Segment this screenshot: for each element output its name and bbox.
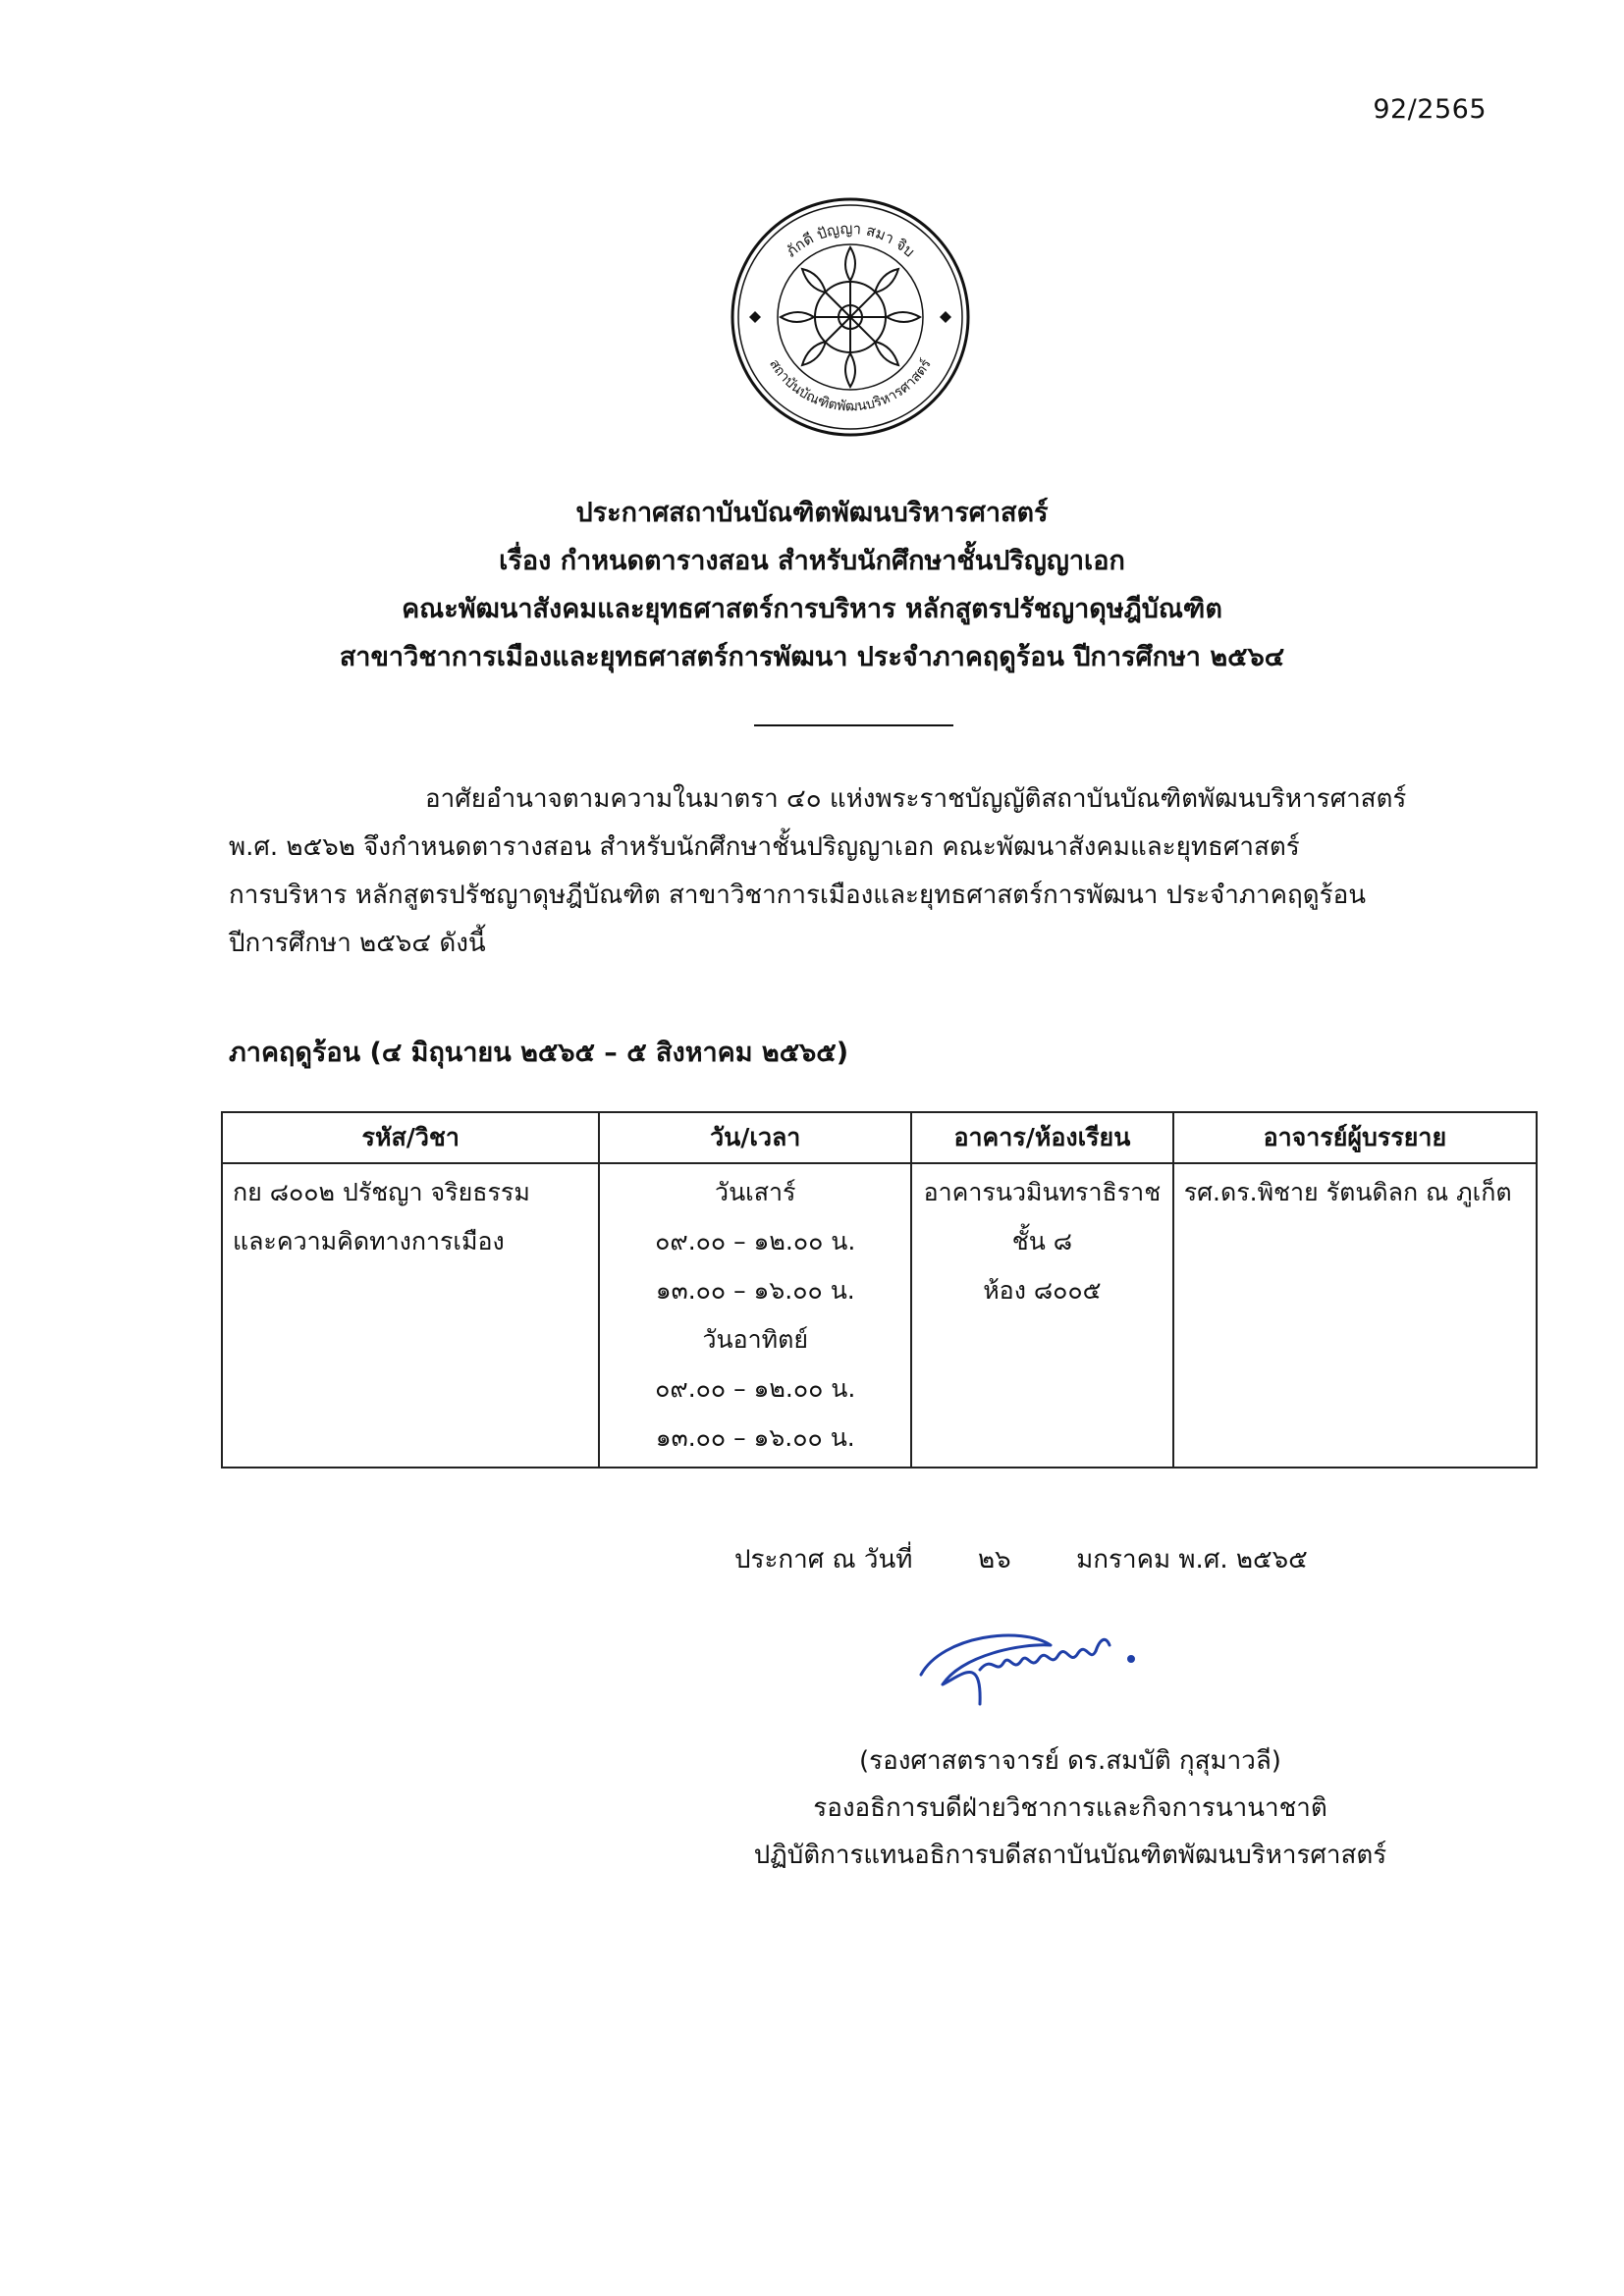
table-row [222, 1163, 1537, 1468]
saturday-slot-2: ๑๓.๐๐ – ๑๖.๐๐ น. [655, 1276, 855, 1305]
day-saturday: วันเสาร์ [715, 1178, 796, 1206]
header-lecturer: อาจารย์ผู้บรรยาย [1173, 1112, 1537, 1163]
title-line-2: เรื่อง กำหนดตารางสอน สำหรับนักศึกษาชั้นปริญญาเอก [499, 546, 1125, 576]
body-line-3: การบริหาร หลักสูตรปรัชญาดุษฎีบัณฑิต สาขาวิชาการเมืองและยุทธศาสตร์การพัฒนา ประจำภาคฤดูร้อน [229, 881, 1366, 910]
header-room: อาคาร/ห้องเรียน [911, 1112, 1173, 1163]
title-line-1: ประกาศสถาบันบัณฑิตพัฒนบริหารศาสตร์ [575, 498, 1049, 528]
title-line-4: สาขาวิชาการเมืองและยุทธศาสตร์การพัฒนา ประจำภาคฤดูร้อน ปีการศึกษา ๒๕๖๔ [339, 642, 1285, 672]
day-sunday: วันอาทิตย์ [702, 1325, 809, 1354]
course-name-line: และความคิดทางการเมือง [233, 1227, 505, 1255]
cell-lecturer [1173, 1163, 1537, 1468]
announcement-date [734, 1539, 1308, 1579]
seal-motto: ภักดี ปัญญา สมา จิบ [782, 219, 919, 261]
svg-text:ภักดี ปัญญา สมา จิบ [783, 220, 918, 261]
title-divider [754, 724, 953, 726]
signer-position-2: ปฏิบัติการแทนอธิการบดีสถาบันบัณฑิตพัฒนบริหารศาสตร์ [753, 1841, 1387, 1870]
handwritten-signature-icon [903, 1616, 1159, 1724]
sunday-slot-2: ๑๓.๐๐ – ๑๖.๐๐ น. [655, 1423, 855, 1452]
announcement-body [229, 775, 1476, 968]
sunday-slot-1: ๐๙.๐๐ – ๑๒.๐๐ น. [655, 1374, 856, 1403]
document-number: 92/2565 [1373, 94, 1487, 125]
cell-course [222, 1163, 599, 1468]
header-code: รหัส/วิชา [222, 1112, 599, 1163]
signer-name: (รองศาสตราจารย์ ดร.สมบัติ กุสุมาวลี) [859, 1746, 1281, 1776]
announcement-title [0, 489, 1624, 681]
body-line-1: อาศัยอำนาจตามความในมาตรา ๔๐ แห่งพระราชบัญญัติสถาบันบัณฑิตพัฒนบริหารศาสตร์ [425, 784, 1407, 814]
header-time: วัน/เวลา [599, 1112, 911, 1163]
course-code-line: กย ๘๐๐๒ ปรัชญา จริยธรรม [233, 1178, 530, 1206]
room-number: ห้อง ๘๐๐๕ [983, 1276, 1102, 1305]
floor: ชั้น ๘ [1011, 1227, 1073, 1255]
building-name: อาคารนวมินทราธิราช [923, 1178, 1162, 1206]
title-line-3: คณะพัฒนาสังคมและยุทธศาสตร์การบริหาร หลักสูตรปรัชญาดุษฎีบัณฑิต [402, 594, 1222, 624]
schedule-table [221, 1111, 1538, 1468]
body-line-2: พ.ศ. ๒๕๖๒ จึงกำหนดตารางสอน สำหรับนักศึกษาชั้นปริญญาเอก คณะพัฒนาสังคมและยุทธศาสตร์ [229, 832, 1300, 862]
lecturer-name: รศ.ดร.พิชาย รัตนดิลก ณ ภูเก็ต [1183, 1178, 1512, 1206]
signer-position-1: รองอธิการบดีฝ่ายวิชาการและกิจการนานาชาติ [813, 1793, 1327, 1823]
institution-seal-icon [730, 196, 971, 438]
date-prefix: ประกาศ ณ วันที่ [734, 1545, 913, 1575]
cell-schedule [599, 1163, 911, 1468]
saturday-slot-1: ๐๙.๐๐ – ๑๒.๐๐ น. [655, 1227, 856, 1255]
body-line-4: ปีการศึกษา ๒๕๖๔ ดังนี้ [229, 929, 486, 958]
signer-block [687, 1737, 1453, 1879]
seal-institution-name: สถาบันบัณฑิตพัฒนบริหารศาสตร์ [766, 356, 935, 415]
term-heading: ภาคฤดูร้อน (๔ มิถุนายน ๒๕๖๕ – ๕ สิงหาคม ๒๕๖๕) [229, 1038, 849, 1068]
date-day: ๒๖ [977, 1545, 1011, 1575]
date-month-year: มกราคม พ.ศ. ๒๕๖๕ [1076, 1545, 1308, 1575]
table-header-row [222, 1112, 1537, 1163]
cell-room [911, 1163, 1173, 1468]
